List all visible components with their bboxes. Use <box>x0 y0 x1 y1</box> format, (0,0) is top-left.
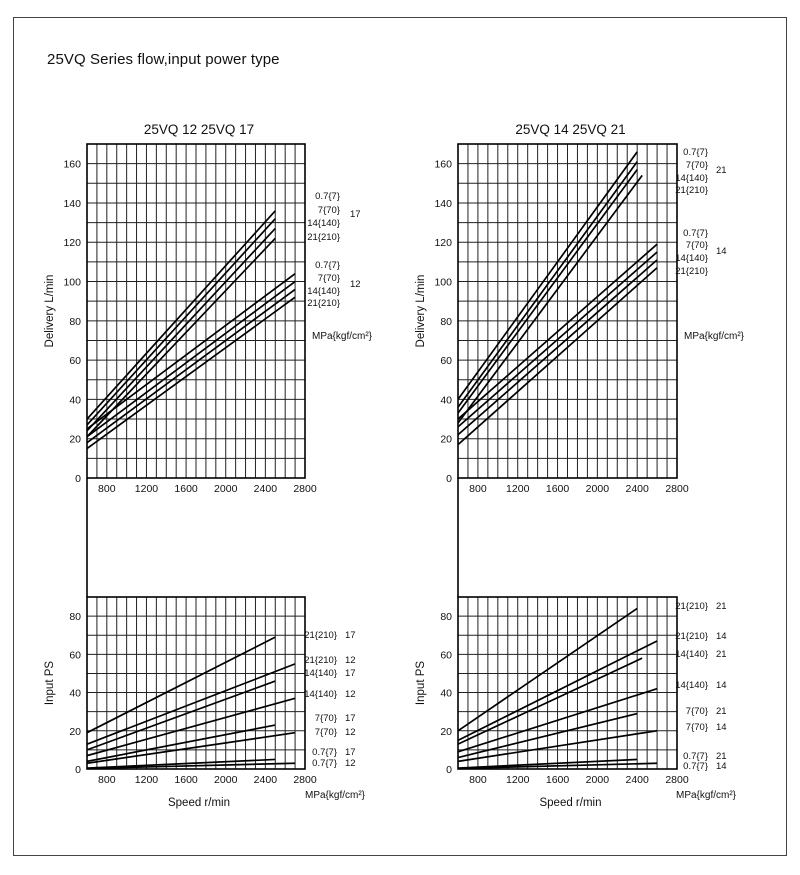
series-line <box>87 637 275 733</box>
series-model-label: 17 <box>345 747 356 758</box>
series-line <box>87 664 295 744</box>
series-pressure-label: 7{70} <box>685 722 708 733</box>
y-tick-label: 60 <box>440 355 452 368</box>
y-tick-label: 40 <box>440 394 452 407</box>
series-model-label: 17 <box>345 668 356 679</box>
x-tick-label: 2800 <box>293 774 317 786</box>
y-tick-label: 60 <box>440 649 452 662</box>
y-axis-label: Input PS <box>44 660 56 706</box>
x-tick-label: 1200 <box>506 483 530 495</box>
y-tick-label: 60 <box>69 649 81 662</box>
series-pressure-label: 7{70} <box>314 727 337 738</box>
x-tick-label: 2000 <box>585 774 610 786</box>
grid <box>458 597 677 769</box>
series-pressure-label: 14{140} <box>675 173 708 184</box>
series-pressure-label: 7{70} <box>314 713 337 724</box>
x-tick-label: 2800 <box>293 483 317 495</box>
y-tick-label: 100 <box>63 276 81 289</box>
x-tick-label: 2400 <box>253 483 278 495</box>
x-tick-label: 800 <box>469 774 487 786</box>
x-tick-label: 2400 <box>625 774 649 786</box>
series-line <box>87 733 295 764</box>
series-pressure-label: 14{140} <box>307 286 340 297</box>
x-tick-label: 1200 <box>134 774 159 786</box>
series-model-label: 12 <box>345 727 356 738</box>
series-pressure-label: 14{140} <box>304 689 337 700</box>
series-pressure-label: 7{70} <box>685 160 708 171</box>
grid <box>87 144 305 478</box>
model-label: 12 <box>350 279 361 290</box>
series-model-label: 14 <box>716 722 727 733</box>
unit-label: MPa{kgf/cm²} <box>676 790 737 801</box>
series-pressure-label: 14{140} <box>675 253 708 264</box>
x-tick-label: 800 <box>98 483 116 495</box>
series-pressure-label: 21{210} <box>307 232 340 243</box>
y-tick-label: 80 <box>69 611 81 624</box>
series-pressure-label: 21{210} <box>307 298 340 309</box>
chart-title: 25VQ 14 25VQ 21 <box>515 122 626 137</box>
y-axis-label: Delivery L/min <box>415 274 427 348</box>
chart-3 <box>44 597 366 809</box>
y-tick-label: 40 <box>69 394 81 407</box>
series-pressure-label: 0.7{7} <box>683 761 708 772</box>
series-pressure-label: 0.7{7} <box>315 191 340 202</box>
series-model-label: 17 <box>345 630 356 641</box>
series-pressure-label: 21{210} <box>675 266 708 277</box>
x-tick-label: 1600 <box>545 774 570 786</box>
unit-label: MPa{kgf/cm²} <box>312 331 373 342</box>
series-line <box>87 228 275 430</box>
series-pressure-label: 0.7{7} <box>683 147 708 158</box>
x-tick-label: 2400 <box>625 483 649 495</box>
series-pressure-label: 0.7{7} <box>312 758 337 769</box>
series-pressure-label: 21{210} <box>304 655 337 666</box>
series-pressure-label: 7{70} <box>317 273 340 284</box>
model-label: 17 <box>350 209 361 220</box>
series-pressure-label: 21{210} <box>675 185 708 196</box>
series-line <box>87 219 275 425</box>
series-model-label: 12 <box>345 655 356 666</box>
series-model-label: 17 <box>345 713 356 724</box>
series-model-label: 21 <box>716 649 727 660</box>
x-tick-label: 1600 <box>545 483 570 495</box>
series-model-label: 14 <box>716 631 727 642</box>
y-tick-label: 20 <box>440 725 452 738</box>
x-tick-label: 800 <box>98 774 116 786</box>
series-pressure-label: 14{140} <box>675 680 708 691</box>
series-model-label: 12 <box>345 689 356 700</box>
x-tick-label: 2000 <box>214 774 238 786</box>
series-pressure-label: 21{210} <box>304 630 337 641</box>
y-tick-label: 80 <box>440 611 452 624</box>
series-pressure-label: 7{70} <box>685 240 708 251</box>
series-model-label: 21 <box>716 751 727 762</box>
page-title: 25VQ Series flow,input power type <box>47 51 280 68</box>
model-label: 21 <box>716 165 727 176</box>
series-line <box>87 274 295 429</box>
y-tick-label: 160 <box>434 158 452 171</box>
y-tick-label: 80 <box>440 315 452 328</box>
x-tick-label: 2000 <box>214 483 238 495</box>
y-tick-label: 20 <box>69 433 81 446</box>
x-tick-label: 1200 <box>134 483 159 495</box>
y-tick-label: 100 <box>434 276 452 289</box>
y-tick-label: 120 <box>434 237 452 250</box>
series-model-label: 21 <box>716 601 727 612</box>
y-tick-label: 20 <box>69 725 81 738</box>
series-line <box>458 175 642 423</box>
y-tick-label: 0 <box>446 764 452 776</box>
y-tick-label: 40 <box>69 687 81 700</box>
grid <box>458 144 677 478</box>
series-pressure-label: 7{70} <box>685 706 708 717</box>
series-model-label: 14 <box>716 761 727 772</box>
chart-1 <box>44 122 373 597</box>
x-tick-label: 800 <box>469 483 487 495</box>
x-axis-label: Speed r/min <box>539 797 602 809</box>
unit-label: MPa{kgf/cm²} <box>684 331 745 342</box>
chart-2 <box>415 122 745 597</box>
series-pressure-label: 7{70} <box>317 205 340 216</box>
series-pressure-label: 21{210} <box>675 631 708 642</box>
series-line <box>87 289 295 442</box>
series-model-label: 21 <box>716 706 727 717</box>
series-model-label: 12 <box>345 758 356 769</box>
y-tick-label: 120 <box>63 237 81 250</box>
model-label: 14 <box>716 246 727 257</box>
x-tick-label: 1600 <box>174 483 198 495</box>
series-pressure-label: 0.7{7} <box>315 260 340 271</box>
series-pressure-label: 0.7{7} <box>683 228 708 239</box>
y-tick-label: 160 <box>63 158 81 171</box>
y-tick-label: 140 <box>63 197 81 210</box>
series-pressure-label: 21{210} <box>675 601 708 612</box>
series-model-label: 14 <box>716 680 727 691</box>
x-tick-label: 1600 <box>174 774 198 786</box>
y-tick-label: 0 <box>446 473 452 485</box>
y-tick-label: 20 <box>440 433 452 446</box>
y-tick-label: 60 <box>69 355 81 368</box>
x-tick-label: 2000 <box>585 483 610 495</box>
x-axis-label: Speed r/min <box>167 797 231 809</box>
y-tick-label: 140 <box>434 197 452 210</box>
chart-4 <box>415 597 737 809</box>
series-pressure-label: 0.7{7} <box>683 751 708 762</box>
unit-label: MPa{kgf/cm²} <box>305 790 366 801</box>
y-tick-label: 80 <box>69 315 81 328</box>
y-tick-label: 40 <box>440 687 452 700</box>
x-tick-label: 2800 <box>665 774 689 786</box>
y-axis-label: Delivery L/min <box>44 274 56 348</box>
x-tick-label: 1200 <box>506 774 530 786</box>
series-pressure-label: 14{140} <box>307 218 340 229</box>
series-pressure-label: 14{140} <box>304 668 337 679</box>
y-tick-label: 0 <box>75 473 81 485</box>
y-tick-label: 0 <box>75 764 81 776</box>
x-tick-label: 2400 <box>253 774 278 786</box>
x-tick-label: 2800 <box>665 483 689 495</box>
y-axis-label: Input PS <box>415 660 427 706</box>
chart-title: 25VQ 12 25VQ 17 <box>143 122 255 137</box>
series-pressure-label: 14{140} <box>675 649 708 660</box>
series-pressure-label: 0.7{7} <box>312 747 337 758</box>
